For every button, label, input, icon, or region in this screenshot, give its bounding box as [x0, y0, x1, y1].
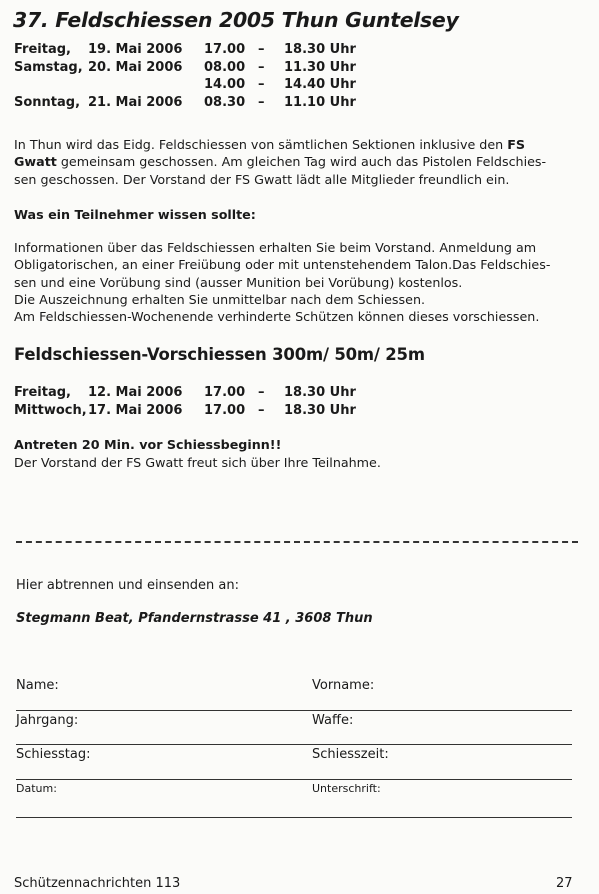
form-field-line[interactable] — [16, 817, 572, 818]
info-line: Die Auszeichnung erhalten Sie unmittelbar nach dem Schiessen. — [14, 291, 426, 307]
schedule-dash: – — [258, 385, 265, 400]
form-field-line[interactable] — [16, 744, 572, 745]
schedule-end: 14.40 Uhr — [284, 77, 356, 92]
form-label-schiesszeit: Schiesszeit: — [312, 747, 389, 762]
intro-line — [14, 136, 579, 153]
intro-text: In Thun wird das Eidg. Feldschiessen von sämtlichen Sektionen inklusive den — [14, 137, 508, 152]
closing-text: Der Vorstand der FS Gwatt freut sich über Ihre Teilnahme. — [14, 455, 381, 470]
schedule-date: 20. Mai 2006 — [88, 59, 183, 75]
schedule-start: 14.00 — [204, 77, 246, 92]
schedule-dash: – — [258, 77, 265, 92]
schedule-end: 18.30 Uhr — [284, 402, 356, 418]
section-subtitle: Feldschiessen-Vorschiessen 300m/ 50m/ 25m — [14, 345, 425, 364]
schedule-date: 21. Mai 2006 — [88, 94, 183, 110]
intro-bold-text: FS — [507, 137, 526, 152]
info-line: Obligatorischen, an einer Freiübung oder mit untenstehendem Talon.Das Feldschies- — [14, 257, 551, 273]
schedule-end: 11.10 Uhr — [284, 94, 356, 110]
form-label-name: Name: — [16, 678, 59, 693]
intro-text: gemeinsam geschossen. Am gleichen Tag wird auch das Pistolen Feldschies- — [56, 154, 547, 170]
schedule-dash: – — [258, 402, 265, 418]
schedule-day: Freitag, — [14, 385, 71, 400]
schedule-dash: – — [258, 94, 265, 110]
footer-page-number: 27 — [556, 876, 573, 891]
intro-bold-text: Gwatt — [14, 154, 57, 170]
intro-line — [14, 171, 579, 188]
form-label-schiesstag: Schiesstag: — [16, 747, 91, 762]
form-label-vorname: Vorname: — [312, 678, 375, 693]
info-line: Informationen über das Feldschiessen erhalten Sie beim Vorstand. Anmeldung am — [14, 240, 537, 255]
form-field-line[interactable] — [16, 710, 572, 711]
schedule-day: Mittwoch, — [14, 402, 87, 418]
arrival-note: Antreten 20 Min. vor Schiessbeginn!! — [14, 437, 282, 452]
schedule-date: 19. Mai 2006 — [88, 42, 183, 57]
intro-text: sen geschossen. Der Vorstand der FS Gwatt lädt alle Mitglieder freundlich ein. — [14, 171, 510, 187]
intro-paragraph — [14, 136, 579, 188]
schedule-day: Sonntag, — [14, 94, 81, 110]
schedule-start: 17.00 — [204, 402, 246, 418]
form-field-line[interactable] — [16, 779, 572, 780]
schedule-date: 17. Mai 2006 — [88, 402, 183, 418]
info-line: Am Feldschiessen-Wochenende verhinderte Schützen können dieses vorschiessen. — [14, 309, 540, 325]
schedule-dash: – — [258, 59, 265, 75]
schedule-start: 17.00 — [204, 42, 246, 57]
schedule-dash: – — [258, 42, 265, 57]
cut-line — [16, 541, 578, 543]
return-address: Stegmann Beat, Pfandernstrasse 41 , 3608 Thun — [16, 611, 373, 626]
schedule-start: 17.00 — [204, 385, 246, 400]
form-label-datum: Datum: — [16, 782, 57, 795]
page-title: 37. Feldschiessen 2005 Thun Guntelsey — [13, 8, 459, 32]
intro-line — [14, 153, 579, 170]
closing-paragraph — [14, 454, 579, 471]
schedule-end: 11.30 Uhr — [284, 59, 356, 75]
footer-publication: Schützennachrichten 113 — [14, 876, 181, 891]
cut-instruction: Hier abtrennen und einsenden an: — [16, 578, 240, 593]
schedule-date: 12. Mai 2006 — [88, 385, 183, 400]
schedule-start: 08.30 — [204, 94, 246, 110]
form-label-waffe: Waffe: — [312, 713, 354, 728]
schedule-end: 18.30 Uhr — [284, 385, 356, 400]
form-label-unterschrift: Unterschrift: — [312, 782, 381, 795]
form-label-jahrgang: Jahrgang: — [16, 713, 79, 728]
schedule-day: Freitag, — [14, 42, 71, 57]
schedule-end: 18.30 Uhr — [284, 42, 356, 57]
info-line: sen und eine Vorübung sind (ausser Munition bei Vorübung) kostenlos. — [14, 274, 463, 290]
info-paragraph — [14, 239, 579, 325]
schedule-start: 08.00 — [204, 59, 246, 75]
schedule-day: Samstag, — [14, 59, 83, 75]
info-heading: Was ein Teilnehmer wissen sollte: — [14, 207, 256, 222]
